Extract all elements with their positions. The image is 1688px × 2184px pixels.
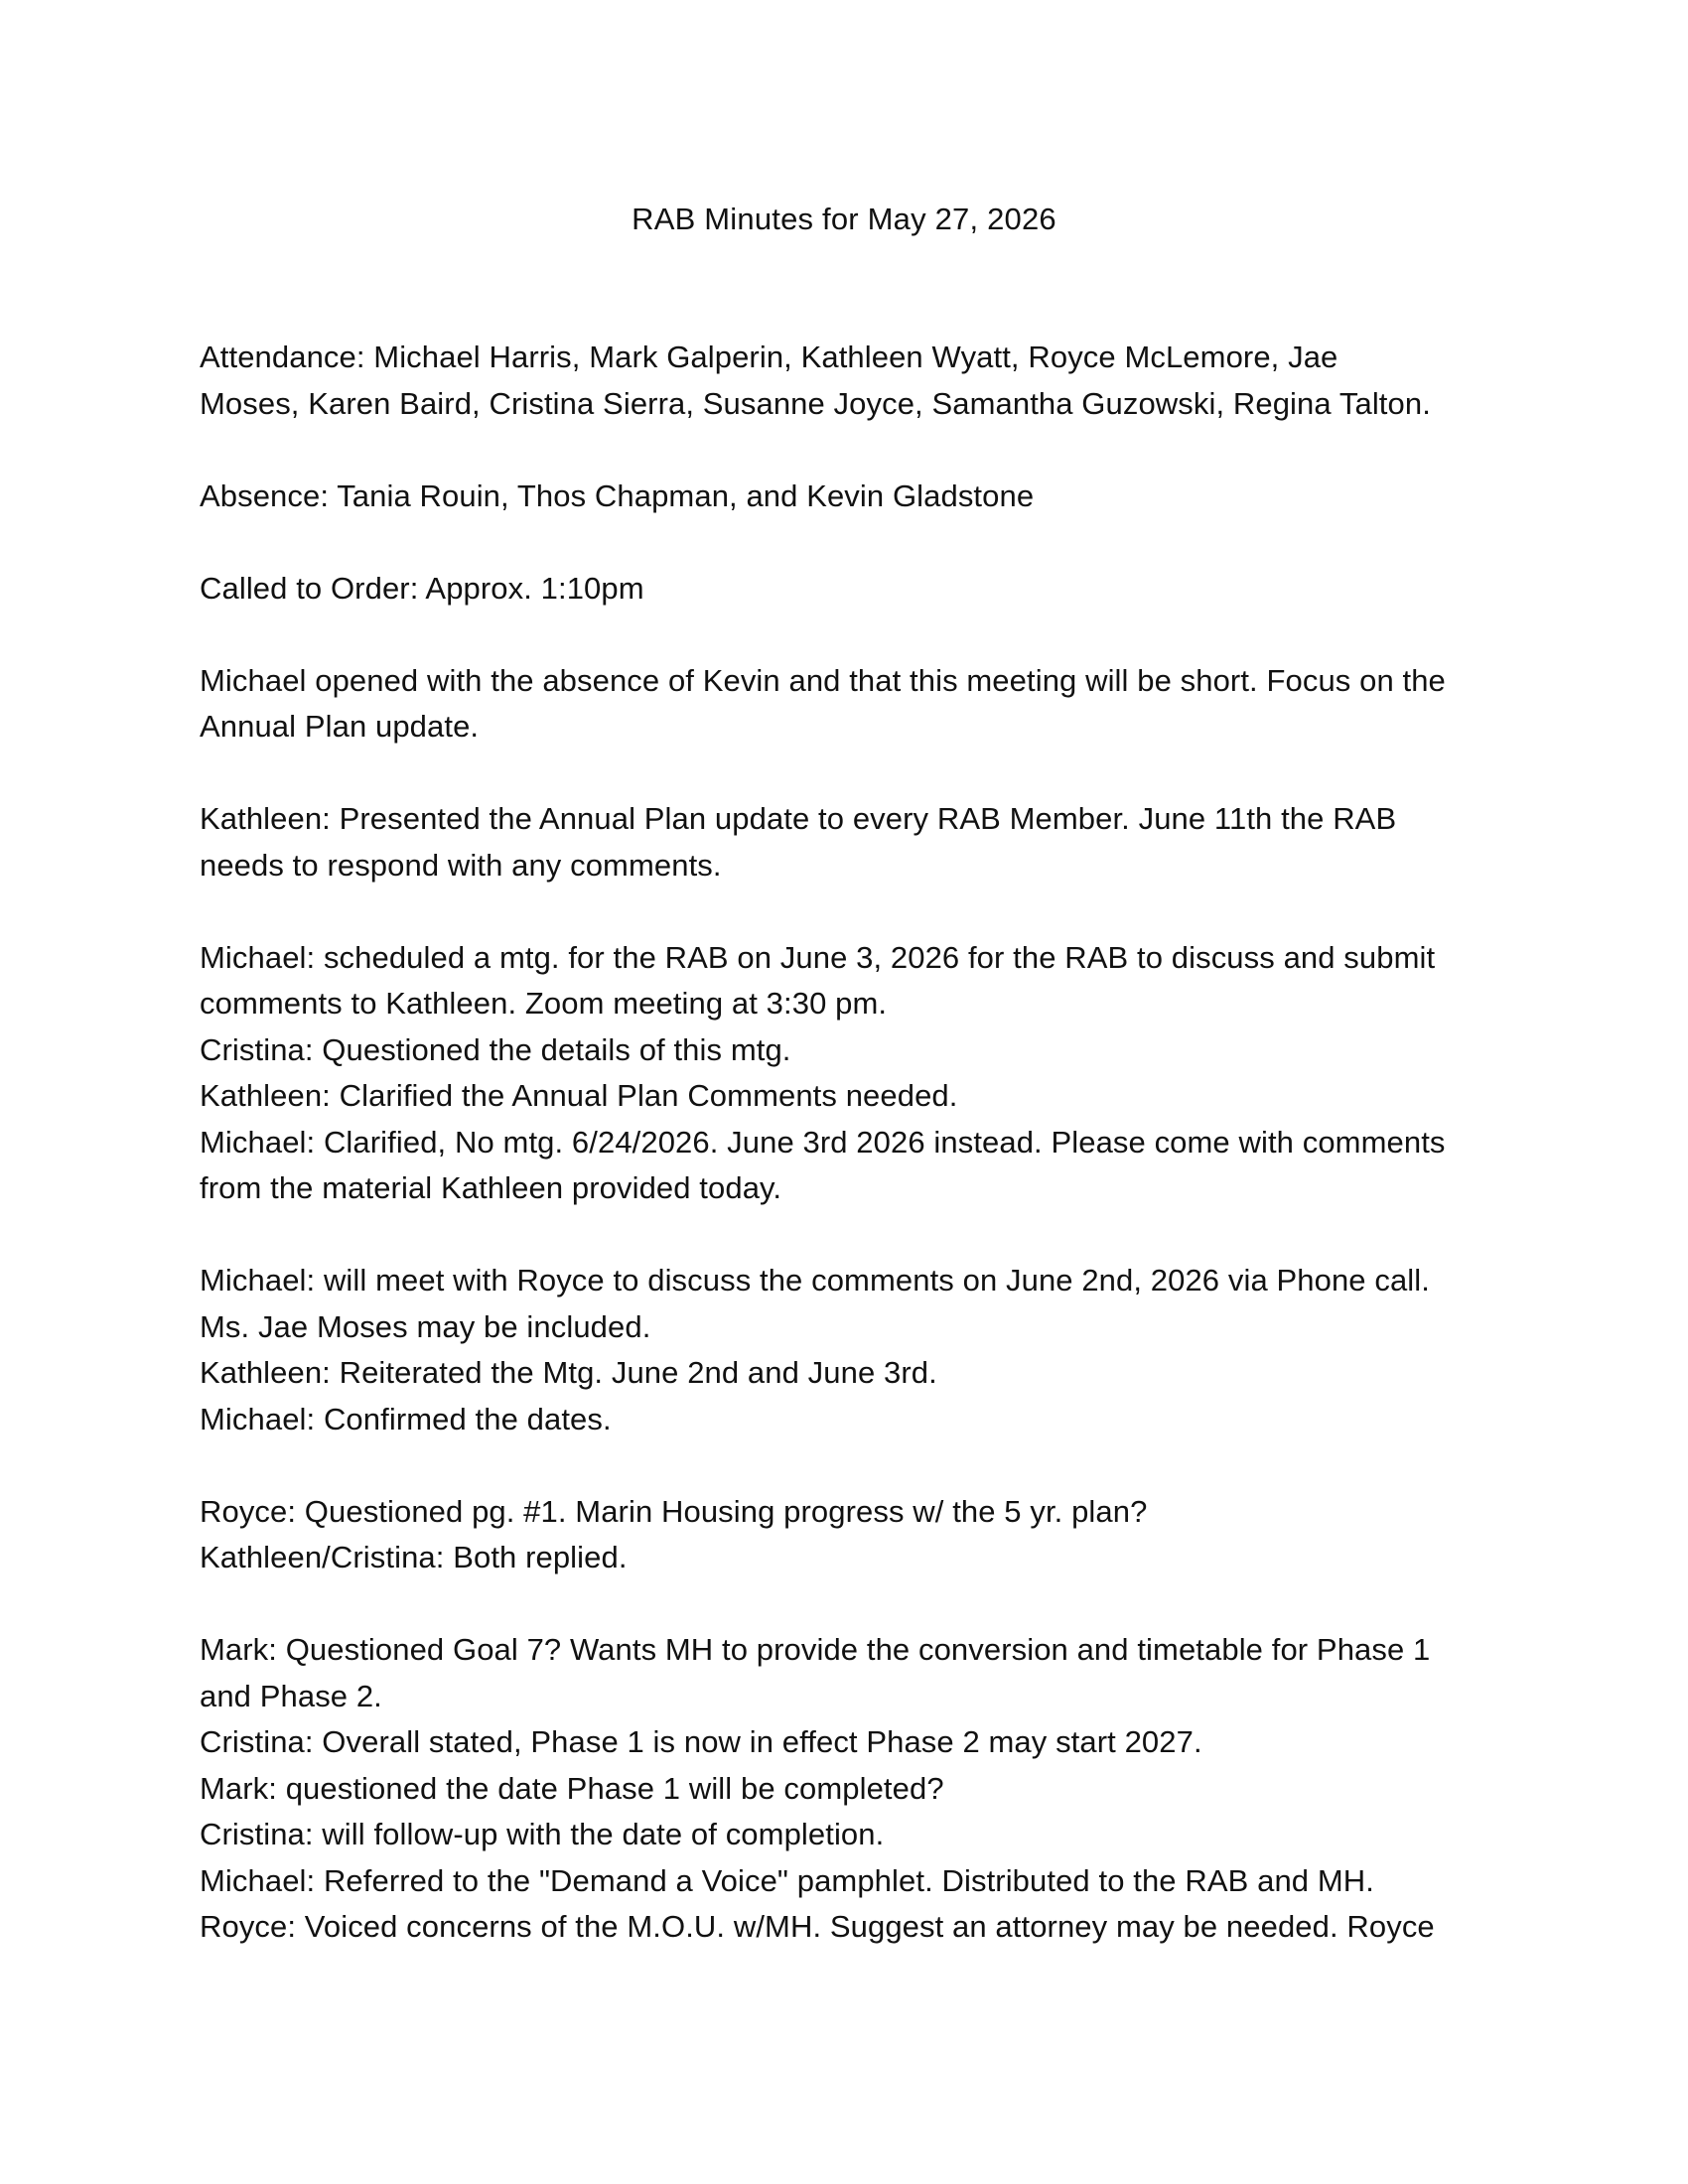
document-body <box>200 335 1490 1996</box>
text-line: comments to Kathleen. Zoom meeting at 3:30 pm. <box>200 986 888 1021</box>
attendance-paragraph <box>200 335 1490 427</box>
text-line: and Phase 2. <box>200 1678 382 1713</box>
text-line: Moses, Karen Baird, Cristina Sierra, Susanne Joyce, Samantha Guzowski, Regina Talton. <box>200 385 1431 421</box>
text-line: Michael: Clarified, No mtg. 6/24/2026. June 3rd 2026 instead. Please come with comments <box>200 1124 1446 1160</box>
text-line: Mark: Questioned Goal 7? Wants MH to provide the conversion and timetable for Phase 1 <box>200 1632 1431 1667</box>
text-line: Cristina: Questioned the details of this mtg. <box>200 1031 791 1067</box>
text-line: Mark: questioned the date Phase 1 will be completed? <box>200 1770 944 1806</box>
text-line: Kathleen: Clarified the Annual Plan Comments needed. <box>200 1078 958 1113</box>
opening-paragraph <box>200 658 1490 751</box>
five-year-plan-paragraph <box>200 1489 1490 1581</box>
text-line: Ms. Jae Moses may be included. <box>200 1308 651 1344</box>
text-line: from the material Kathleen provided today. <box>200 1170 782 1205</box>
document-title: RAB Minutes for May 27, 2026 <box>632 202 1056 236</box>
text-line: Absence: Tania Rouin, Thos Chapman, and Kevin Gladstone <box>200 478 1035 513</box>
text-line: Michael opened with the absence of Kevin and that this meeting will be short. Focus on the <box>200 662 1446 698</box>
text-line: Michael: Confirmed the dates. <box>200 1401 612 1436</box>
text-line: Michael: Referred to the "Demand a Voice" pamphlet. Distributed to the RAB and MH. <box>200 1862 1374 1898</box>
absence-paragraph <box>200 474 1490 520</box>
text-line: Cristina: Overall stated, Phase 1 is now in effect Phase 2 may start 2027. <box>200 1724 1202 1759</box>
text-line: Called to Order: Approx. 1:10pm <box>200 570 644 606</box>
text-line: Michael: will meet with Royce to discuss the comments on June 2nd, 2026 via Phone call. <box>200 1263 1430 1297</box>
text-line: needs to respond with any comments. <box>200 847 722 883</box>
text-line: Attendance: Michael Harris, Mark Galperin, Kathleen Wyatt, Royce McLemore, Jae <box>200 340 1338 374</box>
text-line: Kathleen: Reiterated the Mtg. June 2nd and June 3rd. <box>200 1355 937 1390</box>
text-line: Kathleen: Presented the Annual Plan update to every RAB Member. June 11th the RAB <box>200 801 1397 836</box>
text-line: Cristina: will follow-up with the date of completion. <box>200 1817 885 1851</box>
annual-plan-paragraph <box>200 796 1490 888</box>
called-to-order-paragraph <box>200 566 1490 613</box>
goal-seven-paragraph <box>200 1627 1490 1951</box>
text-line: Royce: Voiced concerns of the M.O.U. w/MH. Suggest an attorney may be needed. Royce <box>200 1909 1435 1944</box>
text-line: Royce: Questioned pg. #1. Marin Housing progress w/ the 5 yr. plan? <box>200 1493 1148 1529</box>
text-line: Annual Plan update. <box>200 709 480 744</box>
scheduling-paragraph <box>200 935 1490 1212</box>
text-line: Michael: scheduled a mtg. for the RAB on June 3, 2026 for the RAB to discuss and submit <box>200 939 1436 975</box>
text-line: Kathleen/Cristina: Both replied. <box>200 1540 628 1574</box>
phone-call-paragraph <box>200 1258 1490 1442</box>
